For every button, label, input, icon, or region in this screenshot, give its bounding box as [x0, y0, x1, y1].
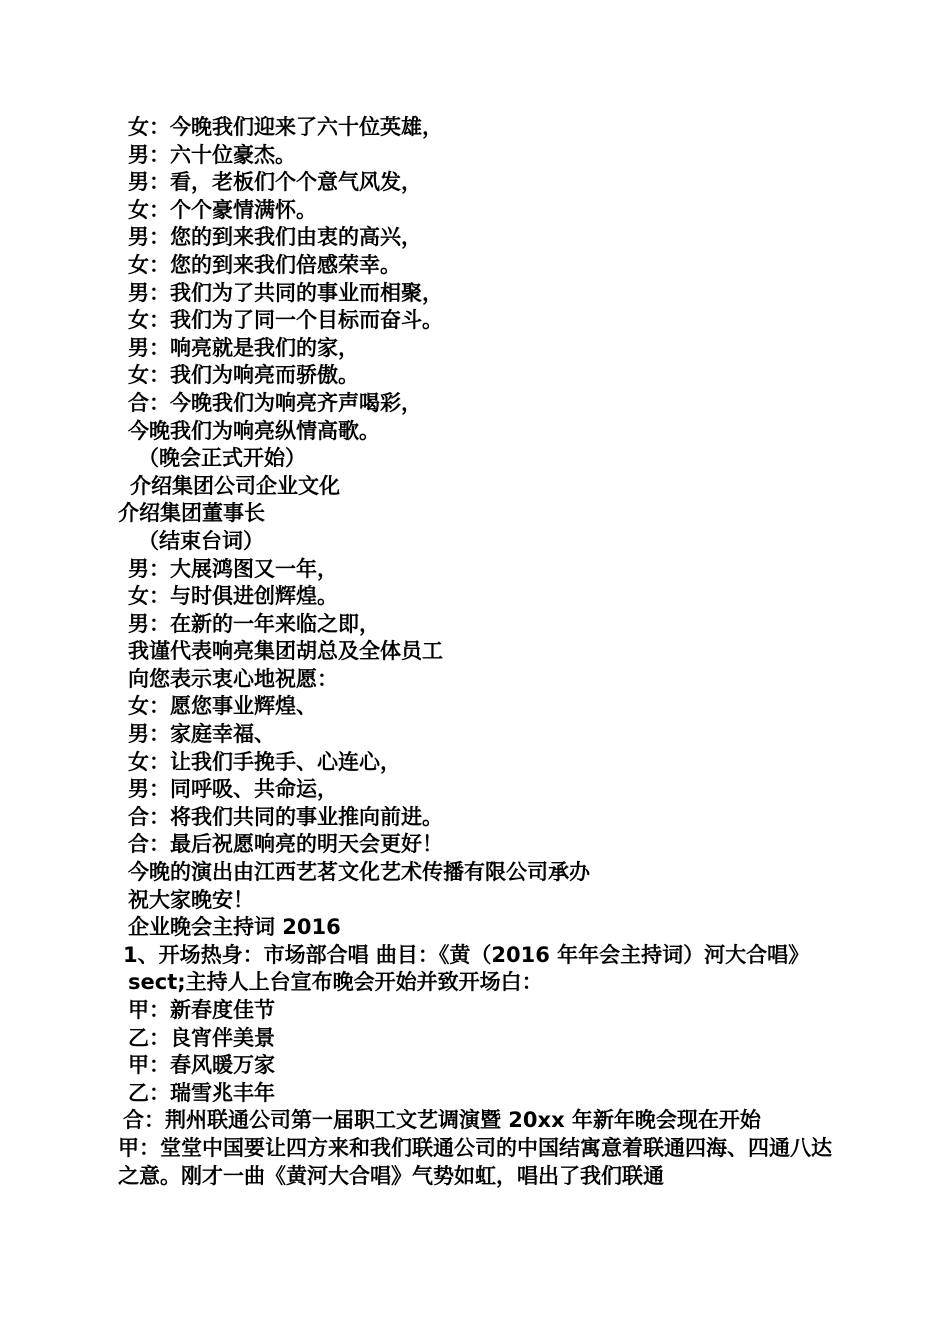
script-line-31: 1、开场热身：市场部合唱 曲目：《黄（2016 年年会主持词）河大合唱》 — [123, 942, 810, 967]
script-line-8: 女：我们为了同一个目标而奋斗。 — [128, 308, 443, 333]
script-line-30: 企业晚会主持词 2016 — [128, 915, 341, 940]
script-line-23: 男：家庭幸福、 — [128, 722, 275, 747]
script-line-12: 今晚我们为响亮纵情高歌。 — [128, 418, 380, 443]
script-line-6: 女：您的到来我们倍感荣幸。 — [128, 252, 401, 277]
script-line-25: 男：同呼吸、共命运， — [128, 777, 338, 802]
script-line-27: 合：最后祝愿响亮的明天会更好！ — [128, 832, 443, 857]
script-line-32: sect;主持人上台宣布晚会开始并致开场白： — [128, 970, 543, 995]
script-line-3: 男：看，老板们个个意气风发， — [128, 170, 422, 195]
script-line-15: 介绍集团董事长 — [118, 501, 265, 526]
script-line-11: 合：今晚我们为响亮齐声喝彩， — [128, 390, 422, 415]
script-line-14: 介绍集团公司企业文化 — [130, 473, 340, 498]
script-line-9: 男：响亮就是我们的家， — [128, 335, 359, 360]
script-line-28: 今晚的演出由江西艺茗文化艺术传播有限公司承办 — [128, 860, 590, 885]
script-line-36: 乙：瑞雪兆丰年 — [128, 1080, 275, 1105]
script-line-26: 合：将我们共同的事业推向前进。 — [128, 804, 443, 829]
script-line-29: 祝大家晚安！ — [128, 887, 254, 912]
script-line-33: 甲：新春度佳节 — [128, 998, 275, 1022]
script-line-34: 乙：良宵伴美景 — [128, 1025, 275, 1050]
script-line-16: （结束台词） — [138, 528, 264, 553]
script-text-block — [118, 114, 838, 1190]
script-line-20: 我谨代表响亮集团胡总及全体员工 — [128, 639, 443, 664]
script-line-13: （晚会正式开始） — [138, 446, 306, 471]
script-line-7: 男：我们为了共同的事业而相聚， — [128, 280, 443, 305]
script-line-2: 男：六十位豪杰。 — [128, 142, 296, 167]
script-line-38: 甲：堂堂中国要让四方来和我们联通公司的中国结寓意着联通四海、四通八达之意。刚才一曲《黄河大合唱》气势如虹，唱出了我们联通 — [118, 1135, 832, 1188]
script-line-35: 甲：春风暖万家 — [128, 1053, 275, 1078]
script-line-22: 女：愿您事业辉煌、 — [128, 694, 317, 719]
script-line-21: 向您表示衷心地祝愿： — [128, 666, 338, 691]
script-line-18: 女：与时俱进创辉煌。 — [128, 584, 338, 609]
script-line-1: 女：今晚我们迎来了六十位英雄， — [128, 115, 443, 139]
script-line-4: 女：个个豪情满怀。 — [128, 197, 317, 222]
script-line-5: 男：您的到来我们由衷的高兴， — [128, 225, 422, 250]
script-line-17: 男：大展鸿图又一年， — [128, 556, 338, 581]
script-line-37: 合：荆州联通公司第一届职工文艺调演暨 20xx 年新年晚会现在开始 — [123, 1108, 761, 1133]
script-line-19: 男：在新的一年来临之即， — [128, 611, 380, 636]
script-line-10: 女：我们为响亮而骄傲。 — [128, 363, 359, 388]
script-line-24: 女：让我们手挽手、心连心， — [128, 749, 401, 774]
